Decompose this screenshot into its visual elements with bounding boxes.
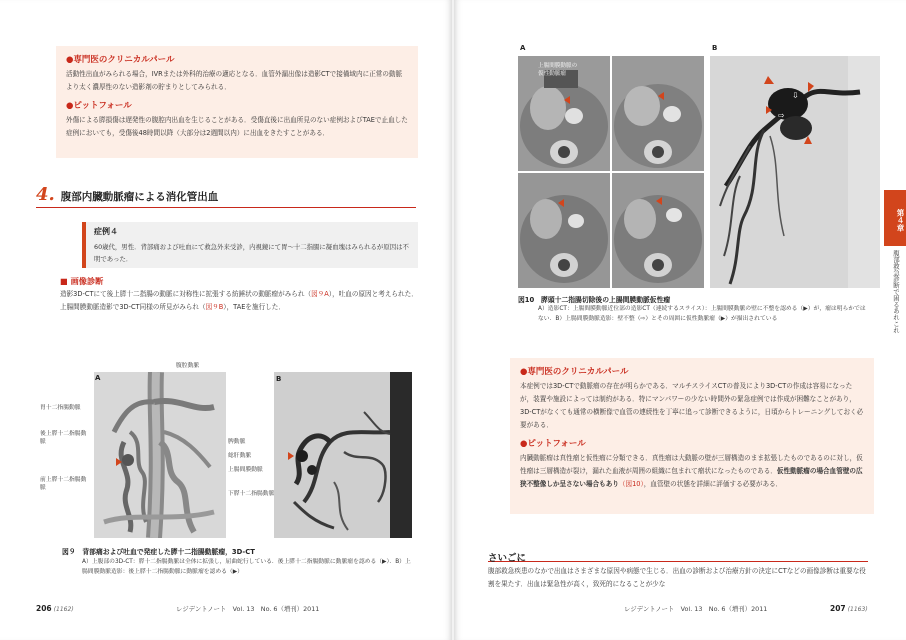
figure-10a-panel-3 xyxy=(518,173,610,288)
fig9a-ref[interactable]: 図９A xyxy=(311,290,329,298)
clinical-pearl-heading: ●専門医のクリニカルパール xyxy=(66,55,175,65)
fig10b-label: B xyxy=(712,44,718,52)
figure-10a-panel-4 xyxy=(612,173,704,288)
left-footer xyxy=(36,604,74,613)
left-page-alt: (1162) xyxy=(53,606,74,613)
svg-text:⇨: ⇨ xyxy=(778,111,785,120)
chapter-subtitle: 腹部救急診断で困るあれこれ xyxy=(892,250,900,334)
figure-10a-panel-2 xyxy=(612,56,704,171)
annot-splenic: 脾動脈 xyxy=(228,439,246,445)
section-heading: 腹部内臓動脈瘤による消化管出血 xyxy=(60,191,219,203)
annot-pspda: 後上膵十二指腸動脈 xyxy=(40,431,87,445)
fig10-caption-text: A）造影CT：上腸間膜動脈近位部の造影CT（連続するスライス）：上腸間膜動脈の壁に不整を認める（▶）が，瘤は明らかではない．B）上腸間膜動脈造影：壁不整（⇨）とその周囲に仮性動脈瘤（▶）が描出されている xyxy=(538,306,866,322)
pitfall-text-2c: ，血管壁の状態を詳細に評価する必要がある． xyxy=(643,480,783,488)
fig9-caption-text: A）上腹部の3D-CT：膵十二指腸動脈は全体に拡張し，屈曲蛇行している．後上膵十二指腸動脈に動脈瘤を認める（▶）．B）上腸間膜動脈造影：後上膵十二指腸動脈に動脈瘤を認める（▶） xyxy=(82,559,411,575)
diag-text-b: ），吐血の原因と考えられた．上腸間膜動脈造影で3D-CT同様の所見がみられ（ xyxy=(60,290,418,311)
figure-10b-image xyxy=(710,56,880,288)
case-title: 症例４ xyxy=(94,227,118,236)
fig10a-label: A xyxy=(520,44,526,52)
annot-gda: 胃十二指腸動脈 xyxy=(40,405,81,411)
left-page-number: 206 xyxy=(36,604,52,613)
chapter-tab[interactable]: 第４章 xyxy=(884,190,906,246)
annot-cha: 総肝動脈 xyxy=(228,453,252,459)
left-page xyxy=(0,0,452,640)
clinical-pearl-text: 活動性出血がみられる場合，IVRまたは外科的治療の適応となる．血管外漏出像は造影CTで接備域内に正常の動脈より太く濃厚性のない造影剤の貯まりとしてみられる． xyxy=(66,70,403,91)
conclusion-heading-bar xyxy=(488,546,868,562)
pitfall-text: 外傷による膵損傷は遅発性の腹腔内出血を生じることがある．受傷直後に出血所見のない症例およびTAEで止血した症例においても，受傷後48時間以降（大部分は2週間以内）に出血をきたすことがある． xyxy=(66,116,408,137)
pitfall-heading: ●ピットフォール xyxy=(66,101,132,111)
clinical-pearl-box xyxy=(56,46,418,158)
figure-9a-image xyxy=(94,372,226,538)
figure-9b-image xyxy=(274,372,412,538)
pitfall-heading-2: ●ピットフォール xyxy=(520,439,586,449)
right-page xyxy=(454,0,906,640)
diag-text-a: 造影3D-CTにて後上膵十二指腸の動脈に対称性に拡張する紡錘状の動脈瘤がみられ（ xyxy=(60,290,312,298)
left-journal: レジデントノート Vol. 13 No. 6（増刊）2011 xyxy=(176,605,320,613)
section-title xyxy=(36,186,416,208)
annot-aspda: 前上膵十二指腸動脈 xyxy=(40,477,87,491)
fig9a-label: A xyxy=(95,374,101,382)
fig9b-ref[interactable]: 図９B xyxy=(205,303,224,311)
image-diagnosis-heading: ■ 画像診断 xyxy=(60,276,104,286)
conclusion-heading: さいごに xyxy=(488,553,527,564)
case-box xyxy=(82,222,418,268)
conclusion-text: 腹部救急疾患のなかで出血はさまざまな原因や病態で生じる．出血の診断および治療方針の決定にCTなどの画像診断は重要な役割を果たす．出血は緊急性が高く，致死的になることが少な xyxy=(488,567,866,588)
diag-text-c: ），TAEを施行した． xyxy=(223,303,285,311)
pitfall-text-2b: 仮性動脈瘤の場合血管壁の広狭不整像しか呈さない場合もあり xyxy=(520,467,863,488)
image-diagnosis-text xyxy=(60,288,418,314)
fig10-caption-title: 図10 膵頭十二指腸切除後の上腸間膜動脈仮性瘤 xyxy=(518,296,671,304)
clinical-pearl-text-2: 本症例では3D-CTで動脈瘤の存在が明らかである．マルチスライスCTの普及により3D-CTの作成は容易になったが，装置や施設によっては制約がある．特にマンパワーの少ない時間外の緊急症例では作成が困難なことがあり，3D-CTがなくても通常の横断像で血管の連続性を丁寧に追って診断できるように，日頃からトレーニングしておく必要がある． xyxy=(520,382,864,429)
pitfall-text-2 xyxy=(520,452,864,491)
right-page-alt: (1163) xyxy=(847,606,868,613)
annot-sma: 上腸間膜動脈 xyxy=(228,467,263,473)
fig10a-annotation: 上腸間膜動脈の仮性動脈瘤 xyxy=(538,63,578,77)
clinical-pearl-box-2 xyxy=(510,358,874,514)
annot-ipda: 下膵十二指腸動脈 xyxy=(228,491,275,497)
right-footer xyxy=(830,604,868,613)
case-text: 60歳代，男性．背部痛および吐血にて救急外来受診，内視鏡にて胃～十二指腸に凝血塊はみられるが原因は不明であった． xyxy=(94,243,409,263)
right-journal: レジデントノート Vol. 13 No. 6（増刊）2011 xyxy=(624,605,768,613)
svg-text:⇩: ⇩ xyxy=(792,91,799,100)
section-number: 4. xyxy=(36,184,55,205)
fig10-ref[interactable]: （図10） xyxy=(618,480,644,488)
clinical-pearl-heading-2: ●専門医のクリニカルパール xyxy=(520,367,629,377)
fig9-caption-title: 図９ 背部痛および吐血で発症した膵十二指腸動脈瘤，3D-CT xyxy=(62,548,255,556)
fig9b-label: B xyxy=(276,375,282,383)
right-page-number: 207 xyxy=(830,604,846,613)
pitfall-text-2a: 内臓動脈瘤は真性瘤と仮性瘤に分類できる．真性瘤は大動脈の壁が三層構造のまま拡張したものであるのに対し，仮性瘤は三層構造が裂け，漏れた血液が周囲の組織に包まれて瘤状になったものである． xyxy=(520,454,863,475)
annot-celiac: 腹腔動脈 xyxy=(176,363,200,369)
